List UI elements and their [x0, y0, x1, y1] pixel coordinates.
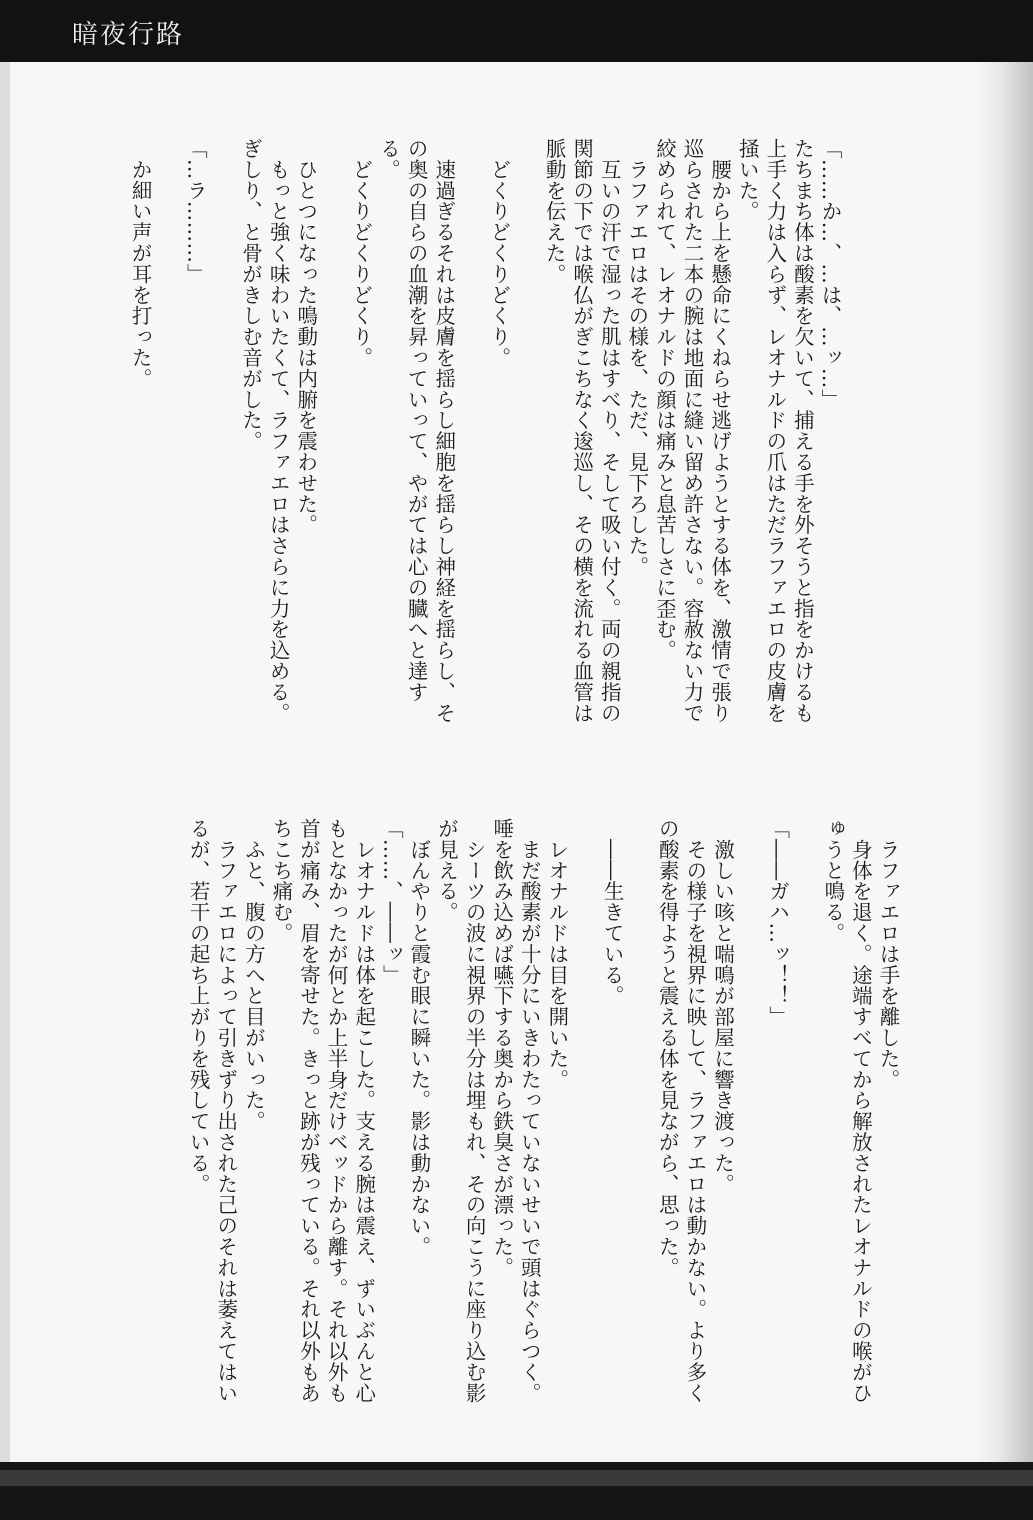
paragraph: ラファエロはその様を、ただ、見下ろした。: [624, 138, 649, 577]
paragraph: どくりどくりどくり。: [348, 138, 373, 368]
paragraph: 「……か…、…は、…ッ…」: [818, 138, 842, 410]
paragraph: [153, 138, 181, 738]
footer-band: [0, 1470, 1033, 1486]
paragraph: どくりどくりどくり。: [486, 138, 511, 368]
paragraph: 「――ガハ…ッ！！」: [765, 818, 790, 1027]
paragraph: もっと強く味わいたくて、ラファエロはさらに力を込める。ぎしり、と骨がきしむ音がした。: [238, 138, 291, 724]
paragraph: [208, 138, 236, 738]
paragraph: 激しい咳と喘鳴が部屋に響き渡った。: [710, 818, 735, 1195]
paragraph: 互いの汗で湿った肌はすべり、そして吸い付く。両の親指の関節の下では喉仏がぎこちなく逡巡し、その横を流れる血管は脈動を伝えた。: [542, 138, 622, 724]
running-title: 暗夜行路: [72, 20, 185, 50]
binding-strip: [0, 62, 10, 1462]
paragraph: ――生きている。: [600, 818, 625, 1007]
page-edge-shadow: [973, 0, 1033, 1520]
paragraph: ぼんやりと霞む眼に瞬いた。影は動かない。: [406, 818, 431, 1257]
paragraph: [319, 138, 347, 738]
paragraph: か細い声が耳を打った。: [128, 138, 153, 389]
paragraph: ふと、腹の方へと目がいった。: [241, 818, 266, 1132]
paragraph: [570, 818, 598, 1418]
paragraph: その様子を視界に映して、ラファエロは動かない。より多くの酸素を得ようと震える体を見ながら、思った。: [655, 818, 707, 1404]
paragraph: [512, 138, 540, 738]
paragraph: たちまち体は酸素を欠いて、捕える手を外そうと指をかけるも上手く力は入らず、レオナルドの爪はただラファエロの皮膚を掻いた。: [735, 138, 815, 724]
paragraph: レオナルドは体を起こした。支える腕は震え、ずいぶんと心もとなかったが何とか上半身だけベッドから離す。それ以外も首が痛み、眉を寄せた。きっと跡が残っている。それ以外もあちこち痛む。: [268, 818, 376, 1404]
paragraph: 速過ぎるそれは皮膚を揺らし細胞を揺らし神経を揺らし、その奥の自らの血潮を昇っていって、やがては心の臓へと達する。: [376, 138, 456, 724]
header-bar: [0, 0, 1033, 62]
paragraph: [735, 818, 763, 1418]
paragraph: ラファエロは手を離した。: [876, 818, 900, 1090]
paragraph: シーツの波に視界の半分は埋もれ、その向こうに座り込む影が見える。: [434, 818, 487, 1404]
paragraph: レオナルドは目を開いた。: [544, 818, 569, 1090]
paragraph: [625, 818, 653, 1418]
paragraph: 腰から上を懸命にくねらせ逃げようとする体を、激情で張り巡らされた二本の腕は地面に縫い留め許さない。容赦ない力で絞められて、レオナルドの顔は痛みと息苦しさに歪む。: [652, 138, 732, 724]
paragraph: [457, 138, 485, 738]
text-column-bottom: [184, 818, 901, 1418]
paragraph: まだ酸素が十分にいきわたっていないせいで頭はぐらつく。唾を飲み込めば嚥下する奥から鉄臭さが漂った。: [489, 818, 542, 1404]
paragraph: ひとつになった鳴動は内腑を震わせた。: [293, 138, 318, 536]
paragraph: 「……、――ッ」: [379, 818, 404, 986]
paragraph: [791, 818, 819, 1418]
text-column-top: [126, 138, 843, 738]
paragraph: 身体を退く。途端すべてから解放されたレオナルドの喉がひゅうと鳴る。: [820, 818, 873, 1404]
paragraph: 「…ラ………」: [183, 138, 208, 285]
paragraph: ラファエロによって引きずり出された己のそれは萎えてはいるが、若干の起ち上がりを残している。: [186, 818, 238, 1404]
